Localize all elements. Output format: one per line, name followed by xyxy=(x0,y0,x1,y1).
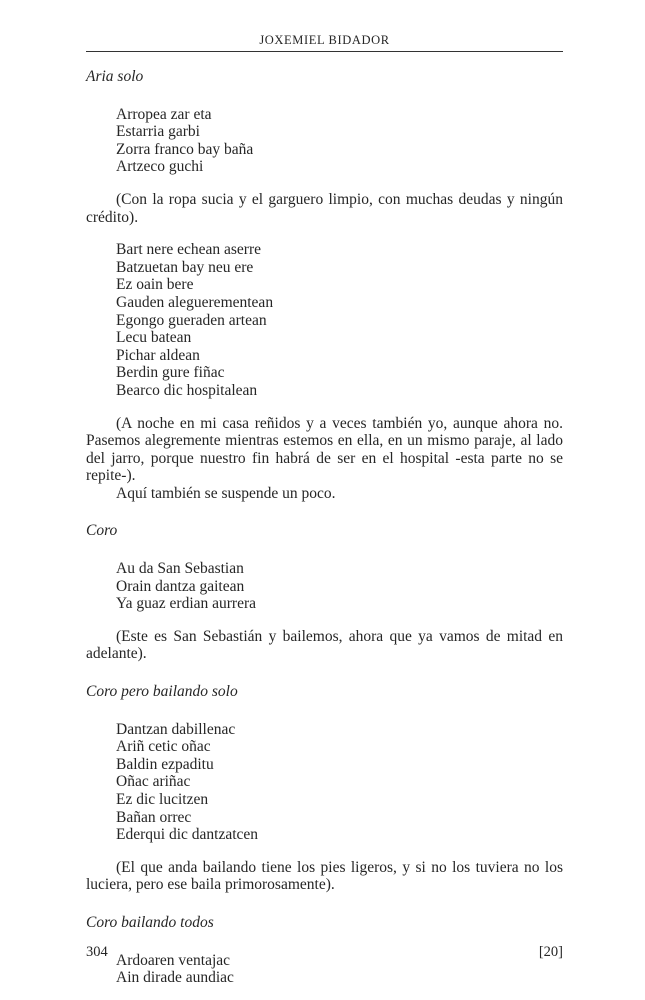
section-heading: Coro xyxy=(86,522,118,540)
verse-line: Oñac ariñac xyxy=(116,773,191,791)
section-heading: Aria solo xyxy=(86,68,144,85)
stage-note: Aquí también se suspende un poco. xyxy=(116,484,336,502)
verse-line: Bart nere echean aserre xyxy=(116,241,261,259)
page-number: 304 xyxy=(86,944,108,960)
verse-line: Estarria garbi xyxy=(116,123,200,141)
verse-block xyxy=(86,721,563,844)
section-heading: Coro pero bailando solo xyxy=(86,683,238,701)
verse-block xyxy=(86,952,563,987)
verse-line: Batzuetan bay neu ere xyxy=(116,258,254,276)
page-body xyxy=(86,68,563,987)
verse-line: Zorra franco bay baña xyxy=(116,140,254,158)
verse-block xyxy=(86,241,563,399)
translation-paragraph: (Este es San Sebastián y bailemos, ahora que ya vamos de mitad en adelante). xyxy=(86,627,563,663)
verse-line: Dantzan dabillenac xyxy=(116,720,236,738)
section-heading: Coro bailando todos xyxy=(86,913,214,931)
verse-line: Ederqui dic dantzatcen xyxy=(116,826,259,844)
translation-paragraph: (A noche en mi casa reñidos y a veces también yo, aunque ahora no. Pasemos alegremente mientras estemos en ella, en un mismo paraje, al lado del jarro, porque nuestro fin habrá de ser en el hospital -esta parte no se repite-). xyxy=(86,414,563,485)
verse-line: Pichar aldean xyxy=(116,346,200,364)
verse-line: Bearco dic hospitalean xyxy=(116,381,258,399)
verse-line: Berdin gure fiñac xyxy=(116,364,225,382)
translation-paragraph: (Con la ropa sucia y el garguero limpio, con muchas deudas y ningún crédito). xyxy=(86,190,563,226)
verse-line: Ya guaz erdian aurrera xyxy=(116,595,257,613)
running-head: JOXEMIEL BIDADOR xyxy=(259,33,390,47)
verse-line: Au da San Sebastian xyxy=(116,560,244,578)
verse-line: Egongo gueraden artean xyxy=(116,311,267,329)
verse-line: Orain dantza gaitean xyxy=(116,577,245,595)
verse-line: Baldin ezpaditu xyxy=(116,755,214,773)
translation-paragraph: (El que anda bailando tiene los pies ligeros, y si no los tuviera no los luciera, pero ese baila primorosamente). xyxy=(86,858,563,894)
verse-line: Ez oain bere xyxy=(116,276,194,294)
verse-line: Bañan orrec xyxy=(116,808,192,826)
verse-line: Artzeco guchi xyxy=(116,158,204,176)
verse-block xyxy=(86,560,563,613)
verse-line: Ariñ cetic oñac xyxy=(116,738,211,756)
verse-line: Gauden aleguerementean xyxy=(116,293,274,311)
verse-line: Ain dirade aundiac xyxy=(116,969,234,987)
verse-line: Lecu batean xyxy=(116,329,192,347)
verse-line: Arropea zar eta xyxy=(116,105,212,123)
verse-line: Ardoaren ventajac xyxy=(116,951,231,969)
header-rule xyxy=(86,51,563,52)
bracket-page-number: [20] xyxy=(538,944,563,960)
verse-line: Ez dic lucitzen xyxy=(116,791,209,808)
verse-block xyxy=(86,106,563,176)
